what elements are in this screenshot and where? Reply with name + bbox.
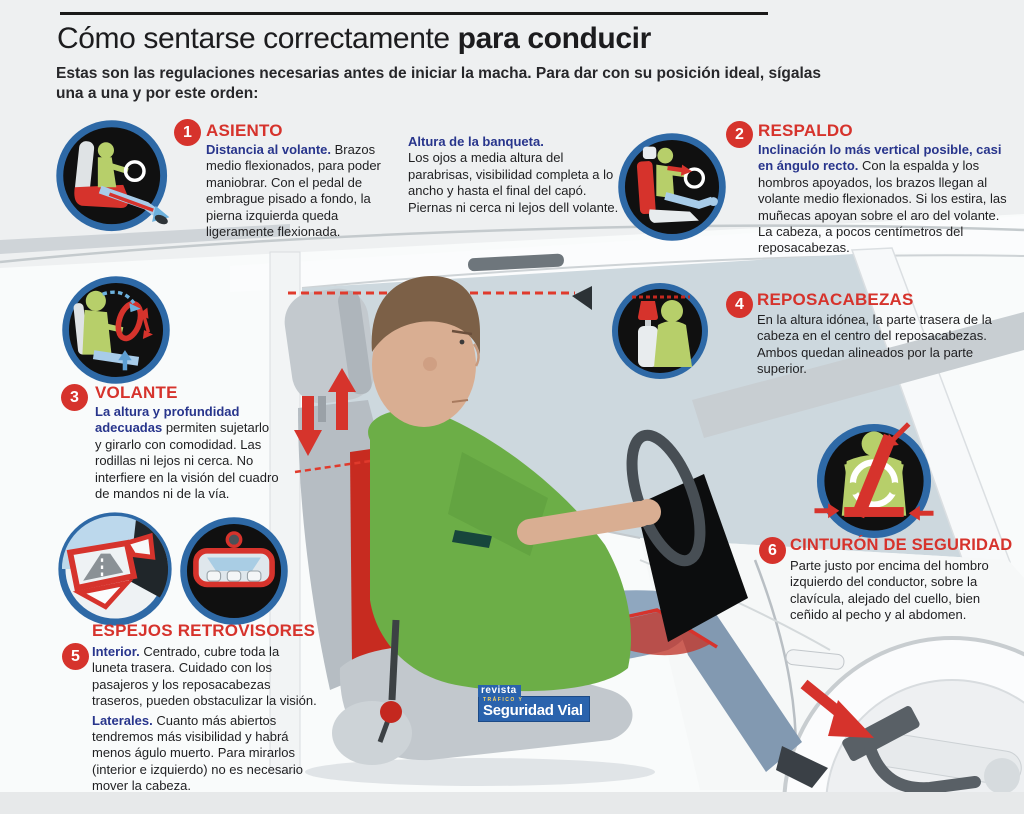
section-2-text [758,142,1014,260]
headrest-icon [610,281,710,381]
section-1-text-banqueta [408,134,622,219]
section-6-text [790,558,1014,627]
seatbelt-buckle [380,701,402,723]
logo-box [478,696,590,722]
logo-trafico: TRÁFICO Y [483,697,524,703]
interior-mirror-icon [178,515,290,627]
page-title-regular: Cómo sentarse correctamente [57,22,458,55]
driver-eye [460,340,465,345]
driver-forearm [530,514,640,532]
section-1-title: ASIENTO [206,121,283,140]
text-reposacabezas: En la altura idónea, la parte trasera de la cabeza en el centro del reposacabezas. Ambos quedan alineados por la parte superior. [757,312,992,377]
seat-distance-icon [54,118,174,238]
lead-laterales: Laterales. [92,712,153,728]
section-4-text [757,312,1017,381]
lead-interior: Interior. [92,644,140,659]
section-4-title: REPOSACABEZAS [757,290,914,309]
seatbelt-icon [812,419,936,543]
magazine-logo [478,681,590,722]
header-rule [60,12,768,15]
text-laterales: Cuanto más abiertos tendremos más visibilidad y habrá menos águlo muerto. Para mirarlos (interior e izquierdo) no es necesario mover la cabeza. [92,712,303,793]
logo-seguridad-vial: Seguridad Vial [483,702,583,719]
driver-hand [635,499,661,525]
lead-altura-banqueta: Altura de la banqueta. [408,134,544,149]
text-inclinacion: Con la espalda y los hombros apoyados, los brazos llegan al volante medio flexionados. Si los estira, las muñecas apoyan sobre el aro del volante. La cabeza, a pocos centímetros del reposacabezas. [758,158,1007,256]
section-5-number-badge: 5 [62,643,89,670]
section-2-title: RESPALDO [758,121,853,140]
section-3-title: VOLANTE [95,383,178,402]
backrest-icon [616,131,728,243]
text-cinturon: Parte justo por encima del hombro izquierdo del conductor, sobre la clavícula, alejado del cuello, bien ceñido al pecho y al abdomen. [790,558,989,623]
section-1-number-badge: 1 [174,119,201,146]
lead-altura-profundidad: La altura y profundidad adecuadas [95,404,240,436]
headrest-post [318,396,326,422]
page-title-bold: para conducir [457,22,651,55]
page-title [57,22,651,56]
lead-distancia-al-volante: Distancia al volante. [206,142,331,157]
text-altura-banqueta: Los ojos a media altura del parabrisas, visibilidad completa a lo ancho y hasta el final del capó. Piernas ni cerca ni lejos dell volante. [408,150,619,215]
section-2-number-badge: 2 [726,121,753,148]
section-5-text [92,644,318,797]
text-distancia-al-volante: Brazos medio flexionados, para poder maniobrar. Con el pedal de embrague pisado a fondo, la pierna izquierda queda ligeramente flexionada. [206,142,381,239]
seatbelt-strap [392,620,396,700]
section-4-number-badge: 4 [726,291,753,318]
steering-wheel-icon [60,274,172,386]
text-altura-profundidad: permiten sujetarlo y girarlo con comodidad. Las rodillas ni lejos ni cerca. No interfiere en la visión del cuadro de mandos ni de la vía. [95,420,279,501]
section-5-title: ESPEJOS RETROVISORES [92,621,316,640]
logo-revista: revista [478,685,521,697]
driver-ear [423,357,437,371]
section-1-text-distance [206,142,409,243]
lead-inclinacion: Inclinación lo más vertical posible, casi en ángulo recto. [758,142,1002,174]
section-6-title: CINTURÓN DE SEGURIDAD [790,536,1013,554]
page-subtitle: Estas son las regulaciones necesarias antes de iniciar la macha. Para dar con su posición ideal, sígalas una a una y por este orden: [56,65,822,103]
text-interior: Centrado, cubre toda la luneta trasera. Cuidado con los pasajeros y los reposacabezas traseros, pueden obstaculizar la visión. [92,644,317,709]
section-6-number-badge: 6 [759,537,786,564]
section-3-number-badge: 3 [61,384,88,411]
section-3-text [95,404,279,505]
suspension-joint [984,758,1020,794]
side-mirror-icon [56,510,174,628]
